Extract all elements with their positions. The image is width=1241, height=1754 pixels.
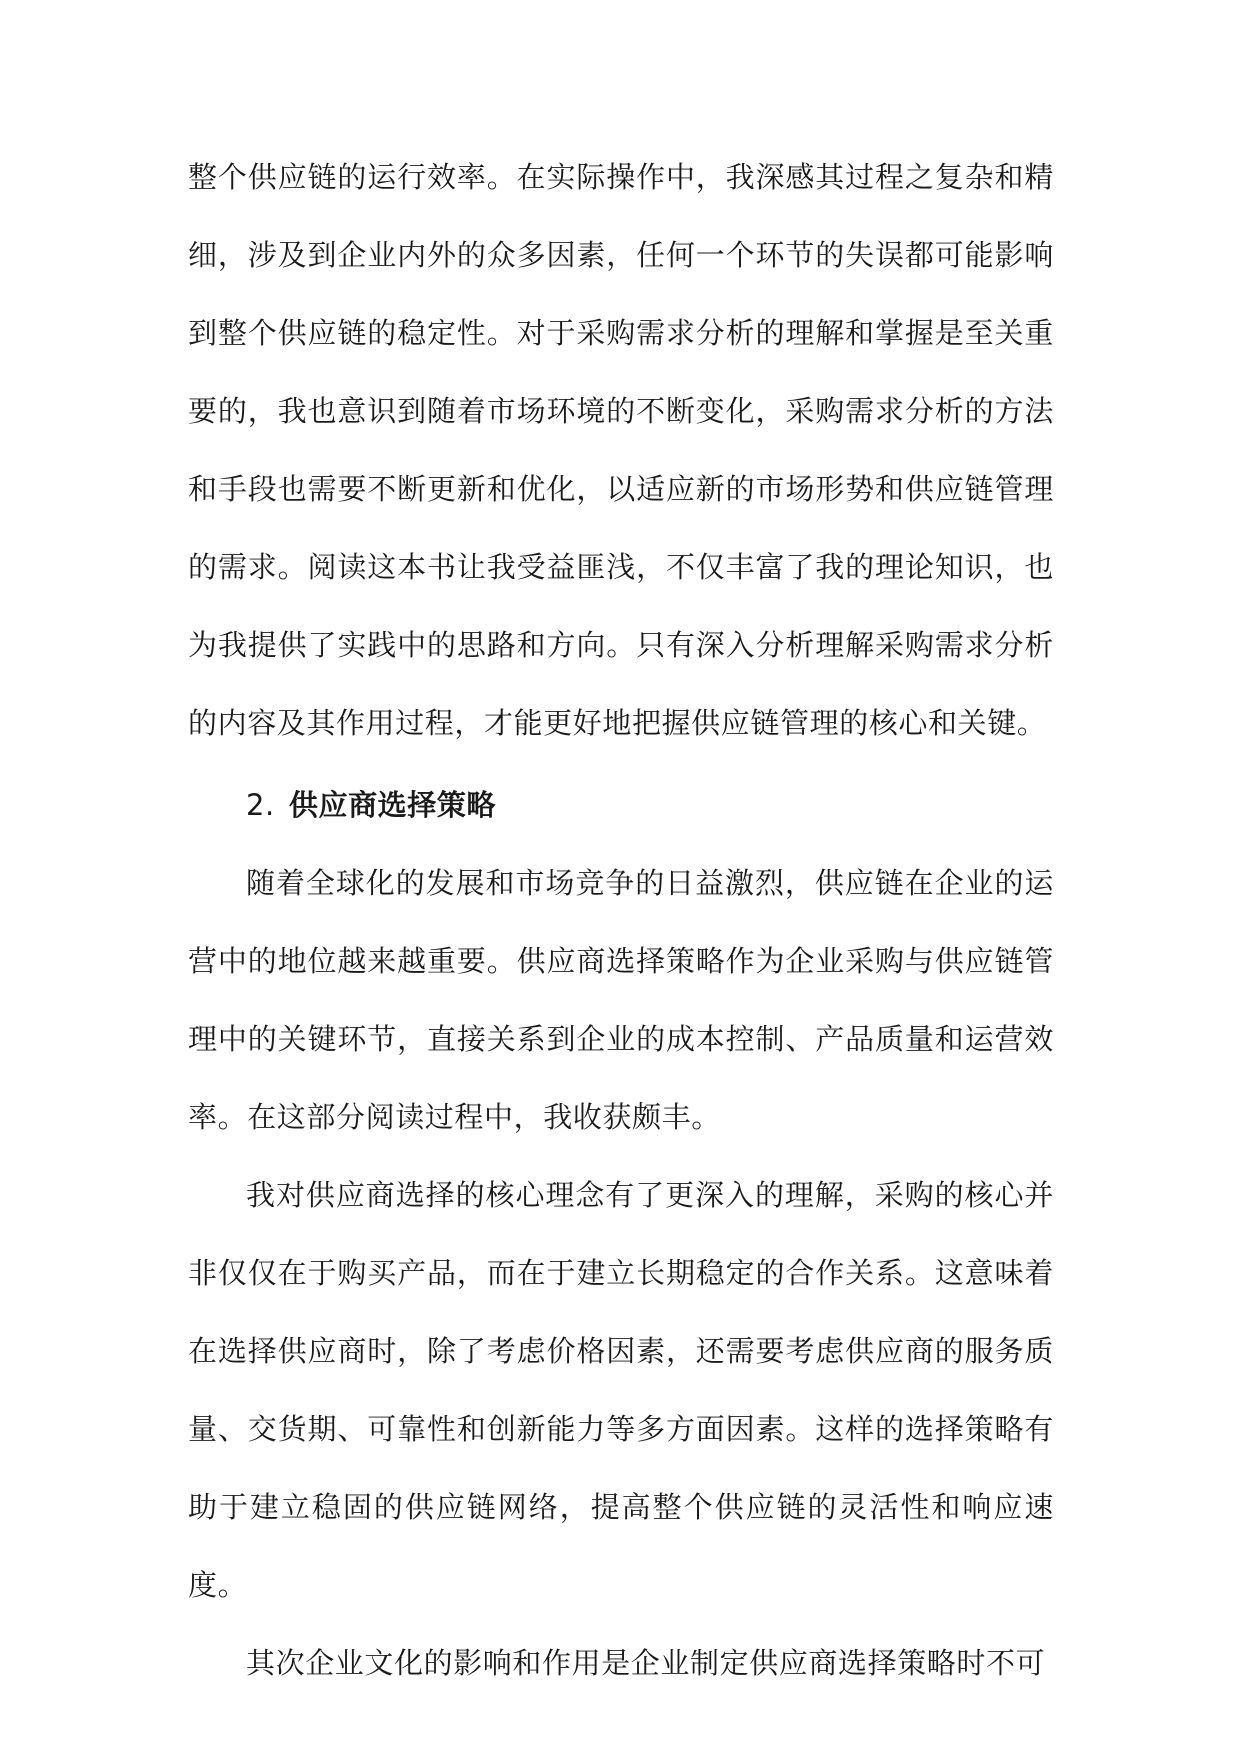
section-heading xyxy=(188,766,1054,844)
section-number: 2. xyxy=(246,788,275,822)
paragraph: 其次企业文化的影响和作用是企业制定供应商选择策略时不可 xyxy=(246,1646,1046,1680)
paragraph: 我对供应商选择的核心理念有了更深入的理解，采购的核心并非仅仅在于购买产品，而在于建立长期稳定的合作关系。这意味着在选择供应商时，除了考虑价格因素，还需要考虑供应商的服务质量、交货期、可靠性和创新能力等多方面因素。这样的选择策略有助于建立稳固的供应链网络，提高整个供应链的灵活性和响应速度。 xyxy=(188,1178,1054,1602)
paragraph: 随着全球化的发展和市场竞争的日益激烈，供应链在企业的运营中的地位越来越重要。供应商选择策略作为企业采购与供应链管理中的关键环节，直接关系到企业的成本控制、产品质量和运营效率。在这部分阅读过程中，我收获颇丰。 xyxy=(188,866,1054,1134)
paragraph-continued: 整个供应链的运行效率。在实际操作中，我深感其过程之复杂和精细，涉及到企业内外的众多因素，任何一个环节的失误都可能影响到整个供应链的稳定性。对于采购需求分析的理解和掌握是至关重要的，我也意识到随着市场环境的不断变化，采购需求分析的方法和手段也需要不断更新和优化，以适应新的市场形势和供应链管理的需求。阅读这本书让我受益匪浅，不仅丰富了我的理论知识，也为我提供了实践中的思路和方向。只有深入分析理解采购需求分析的内容及其作用过程，才能更好地把握供应链管理的核心和关键。 xyxy=(188,160,1054,740)
section-title: 供应商选择策略 xyxy=(288,788,497,822)
document-page xyxy=(188,138,1054,1702)
